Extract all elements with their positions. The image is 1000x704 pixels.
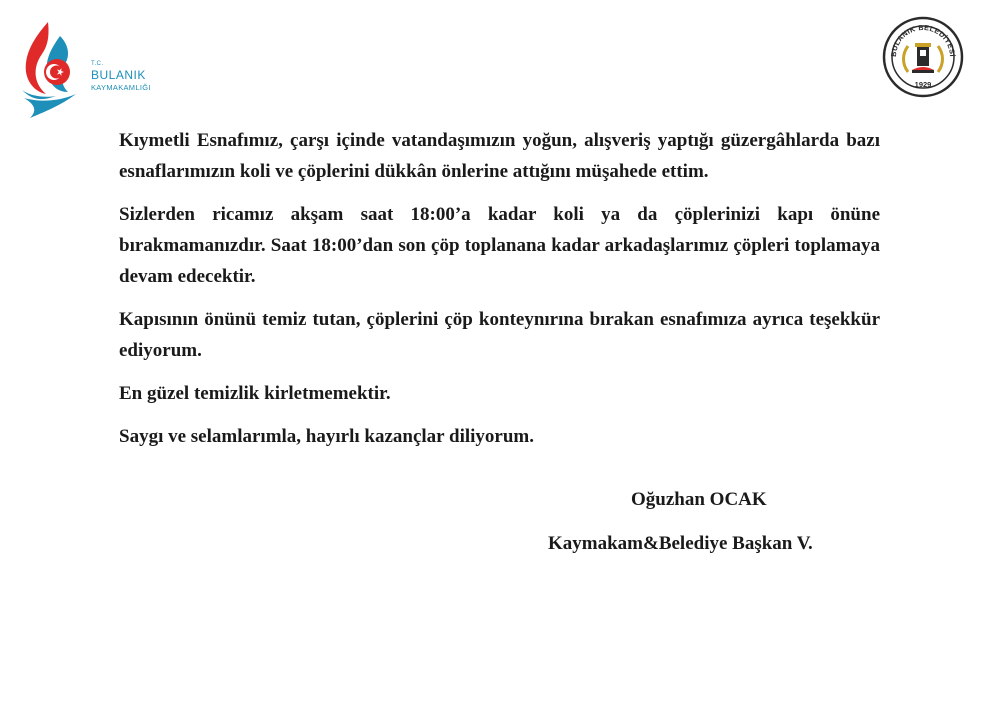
signature-name: Oğuzhan OCAK [631, 489, 767, 510]
letter-paragraph-2: Sizlerden ricamız akşam saat 18:00’a kadar koli ya da çöplerinizi kapı önüne bırakmamanızdır. Saat 18:00’dan son çöp toplanana kadar arkadaşlarımız çöpleri toplamaya devam edecektir. [119, 204, 880, 287]
belediye-seal [882, 16, 964, 98]
letter-paragraph-1: Kıymetli Esnafımız, çarşı içinde vatandaşımızın yoğun, alışveriş yaptığı güzergâhlarda bazı esnaflarımızın koli ve çöplerini dükkân önlerine attığını müşahede ettim. [119, 130, 880, 182]
letter-paragraph-4: En güzel temizlik kirletmemektir. [119, 383, 391, 404]
logo-kaymakamlik-text: KAYMAKAMLIĞI [91, 83, 151, 92]
letter-paragraph-5: Saygı ve selamlarımla, hayırlı kazançlar diliyorum. [119, 426, 534, 447]
letter-paragraph-3: Kapısının önünü temiz tutan, çöplerini çöp konteynırına bırakan esnafımıza ayrıca teşekkür ediyorum. [119, 309, 880, 361]
letter-body [119, 125, 880, 464]
seal-ring-text: BULANIK BELEDİYESİ [888, 22, 958, 58]
signature-title: Kaymakam&Belediye Başkan V. [548, 533, 813, 554]
logo-tc-text: T.C. [91, 61, 104, 67]
kaymakamlik-logo [20, 20, 150, 120]
flame-flag-logo-icon [20, 20, 90, 120]
logo-bulanik-text: BULANIK [91, 68, 146, 82]
seal-year-text: 1929 [914, 80, 932, 89]
municipality-seal-icon [882, 16, 964, 98]
